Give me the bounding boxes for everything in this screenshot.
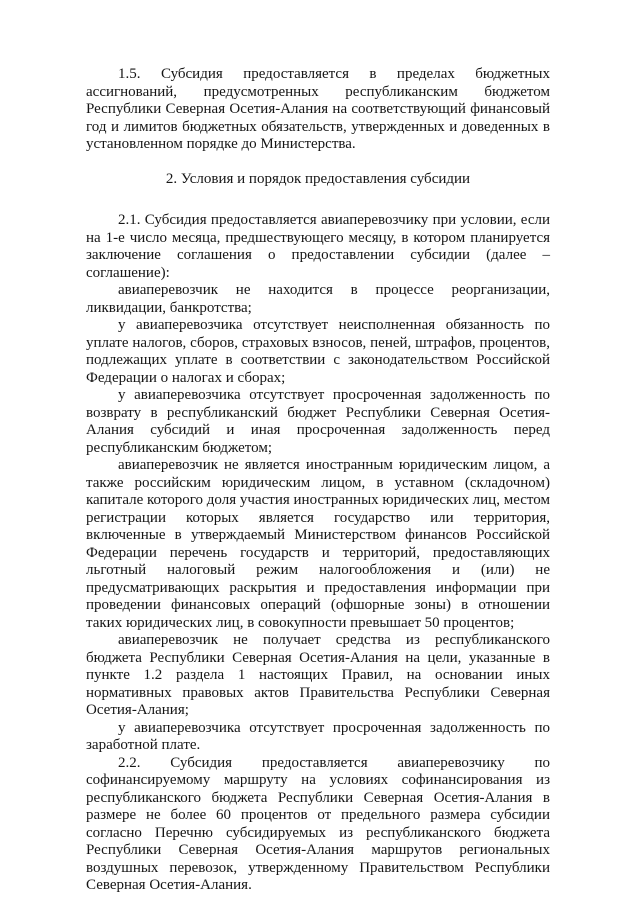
paragraph-2-1: 2.1. Субсидия предоставляется авиаперевозчику при условии, если на 1-е число месяца, предшествующего месяцу, в котором планируется заключение соглашения о предоставлении субсидии (далее – соглашение): [86, 212, 550, 281]
condition-item: у авиаперевозчика отсутствует неисполненная обязанность по уплате налогов, сборов, страховых взносов, пеней, штрафов, процентов, подлежащих уплате в соответствии с законодательством Российской Федерации о налогах и сборах; [86, 317, 550, 386]
section-2-heading: 2. Условия и порядок предоставления субсидии [165, 170, 471, 187]
paragraph-2-2: 2.2. Субсидия предоставляется авиаперевозчику по софинансируемому маршруту на условиях софинансирования из республиканского бюджета Республики Северная Осетия-Алания в размере не более 60 процентов от предельного размера субсидии согласно Перечню субсидируемых из республиканского бюджета Республики Северная Осетия-Алания маршрутов региональных воздушных перевозок, утвержденному Правительством Республики Северная Осетия-Алания. [86, 754, 550, 893]
paragraph-1-5: 1.5. Субсидия предоставляется в пределах бюджетных ассигнований, предусмотренных республиканским бюджетом Республики Северная Осетия-Алания на соответствующий финансовый год и лимитов бюджетных обязательств, утвержденных и доведенных в установленном порядке до Министерства. [86, 66, 550, 152]
condition-item: авиаперевозчик не получает средства из республиканского бюджета Республики Северная Осетия-Алания на цели, указанные в пункте 1.2 раздела 1 настоящих Правил, на основании иных нормативных правовых актов Правительства Республики Северная Осетия-Алания; [86, 632, 550, 718]
condition-item: авиаперевозчик не является иностранным юридическим лицом, а также российским юридическим лицом, в уставном (складочном) капитале которого доля участия иностранных юридических лиц, местом регистрации которых является государство или территория, включенные в утверждаемый Министерством финансов Российской Федерации перечень государств и территорий, предоставляющих льготный налоговый режим налогообложения и (или) не предусматривающих раскрытия и предоставления информации при проведении финансовых операций (офшорные зоны) в отношении таких юридических лиц, в совокупности превышает 50 процентов; [86, 457, 550, 631]
condition-item: авиаперевозчик не находится в процессе реорганизации, ликвидации, банкротства; [86, 282, 550, 316]
condition-item: у авиаперевозчика отсутствует просроченная задолженность по заработной плате. [86, 719, 550, 753]
condition-item: у авиаперевозчика отсутствует просроченная задолженность по возврату в республиканский бюджет Республики Северная Осетия-Алания субсидий и иная просроченная задолженность перед республиканским бюджетом; [86, 387, 550, 456]
